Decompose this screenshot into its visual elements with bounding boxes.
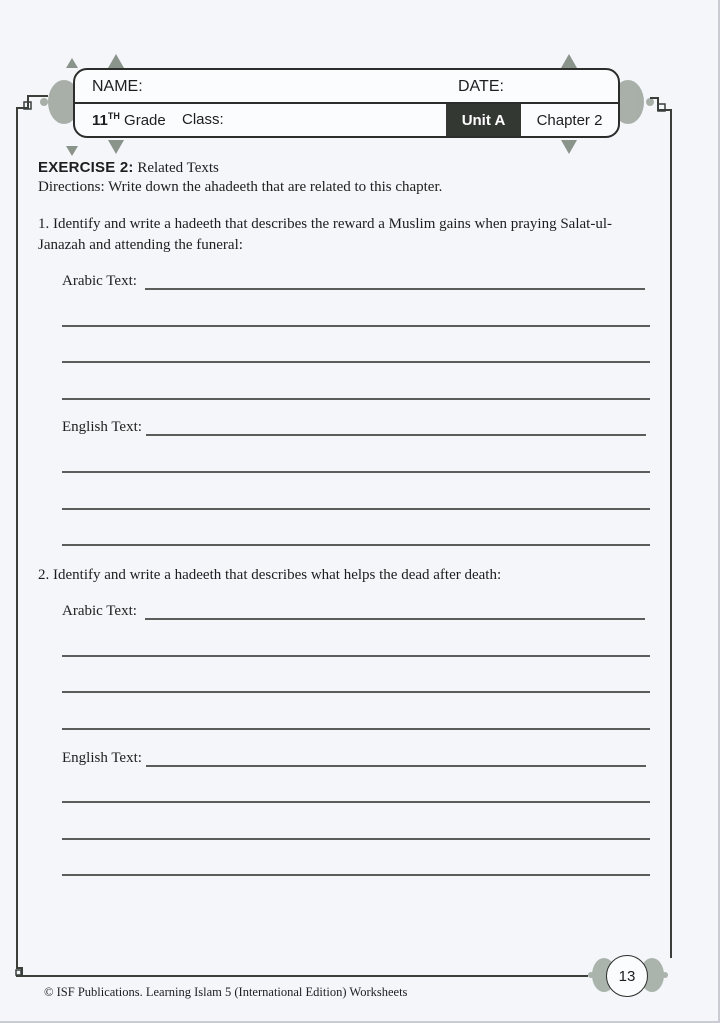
frame-left-border <box>16 113 18 968</box>
exercise-number: EXERCISE 2: <box>38 159 134 176</box>
q2-english-answer-line-3[interactable] <box>62 838 650 840</box>
q2-arabic-answer-line-3[interactable] <box>62 691 650 693</box>
header-row-grade-class <box>75 104 618 136</box>
grade-label <box>92 111 166 129</box>
class-label: Class: <box>182 111 224 128</box>
copyright-footer: © ISF Publications. Learning Islam 5 (International Edition) Worksheets <box>44 985 408 999</box>
exercise-subtitle: Related Texts <box>137 160 219 176</box>
question-2-text: 2. Identify and write a hadeeth that describes what helps the dead after death: <box>38 567 502 583</box>
q1-english-answer-line-3[interactable] <box>62 508 650 510</box>
q1-arabic-label: Arabic Text: <box>62 273 137 289</box>
unit-badge: Unit A <box>446 104 521 136</box>
worksheet-header <box>73 68 620 138</box>
grade-number: 11 <box>92 112 108 129</box>
q2-arabic-answer-line-1[interactable] <box>145 618 645 620</box>
grade-word: Grade <box>124 112 166 129</box>
frame-right-border <box>670 113 672 958</box>
q2-english-answer-line-2[interactable] <box>62 801 650 803</box>
name-label: NAME: <box>92 78 143 95</box>
q1-arabic-answer-line-2[interactable] <box>62 325 650 327</box>
q2-arabic-label: Arabic Text: <box>62 603 137 619</box>
date-label: DATE: <box>458 78 504 95</box>
frame-hook-left-icon <box>14 92 50 116</box>
question-1-text: 1. Identify and write a hadeeth that describes the reward a Muslim gains when praying Salat-ul-Janazah and attending the funeral: <box>38 216 612 253</box>
header-row-name-date <box>75 70 618 104</box>
q2-english-answer-line-4[interactable] <box>62 874 650 876</box>
page-number: 13 <box>606 955 648 997</box>
q2-arabic-answer-line-4[interactable] <box>62 728 650 730</box>
q2-english-label: English Text: <box>62 750 142 766</box>
q2-english-answer-line-1[interactable] <box>146 765 646 767</box>
q1-english-label: English Text: <box>62 419 142 435</box>
q1-arabic-answer-line-4[interactable] <box>62 398 650 400</box>
q2-arabic-answer-line-2[interactable] <box>62 655 650 657</box>
q1-english-answer-line-4[interactable] <box>62 544 650 546</box>
directions-text: Directions: Write down the ahadeeth that are related to this chapter. <box>38 179 443 195</box>
q1-arabic-answer-line-3[interactable] <box>62 361 650 363</box>
chapter-label: Chapter 2 <box>536 111 603 129</box>
frame-bottom-border <box>16 975 588 977</box>
q1-english-answer-line-1[interactable] <box>146 434 646 436</box>
q1-arabic-answer-line-1[interactable] <box>145 288 645 290</box>
exercise-title <box>38 159 219 177</box>
grade-suffix: TH <box>107 111 120 121</box>
q1-english-answer-line-2[interactable] <box>62 471 650 473</box>
